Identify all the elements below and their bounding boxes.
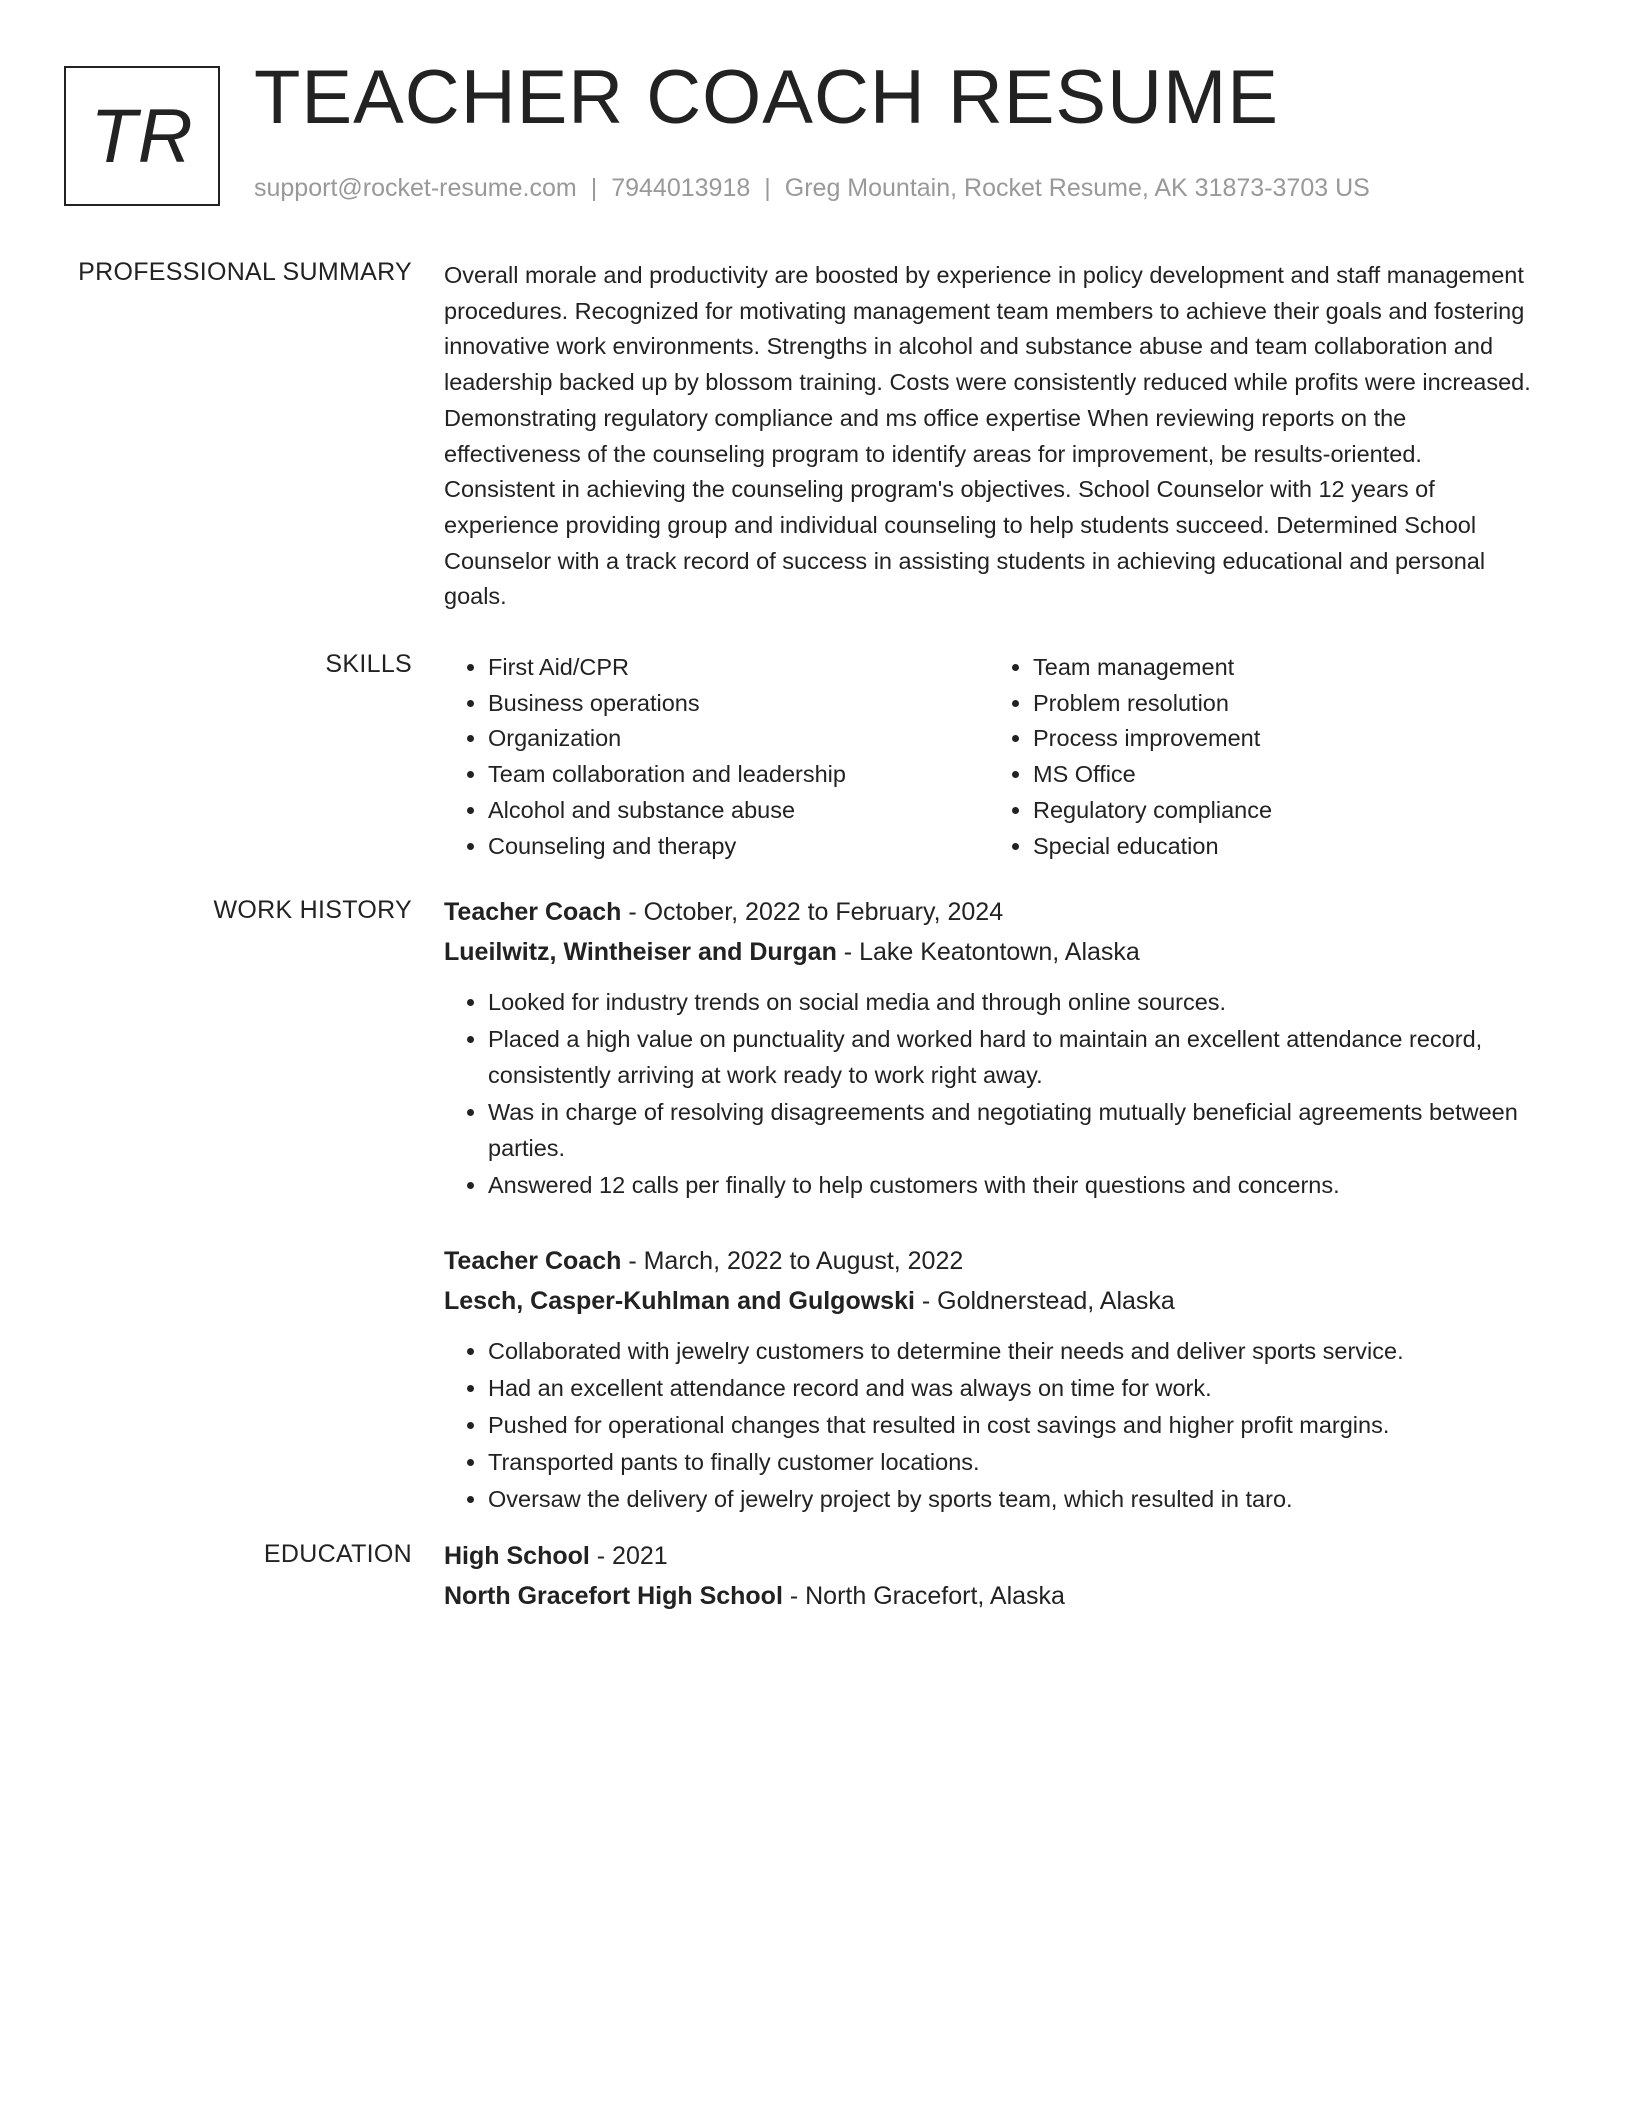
- skills-body: [444, 650, 1534, 864]
- education-degree: High School: [444, 1542, 590, 1570]
- job-bullet: • Collaborated with jewelry customers to determine their needs and deliver sports service.: [488, 1333, 1534, 1369]
- contact-email: support@rocket-resume.com: [254, 174, 577, 202]
- skill-item: • Organization: [488, 721, 989, 757]
- education-school-line: [444, 1576, 1534, 1616]
- job-company: Lesch, Casper-Kuhlman and Gulgowski: [444, 1287, 915, 1315]
- skill-item: • Alcohol and substance abuse: [488, 793, 989, 829]
- job-dates: - March, 2022 to August, 2022: [621, 1247, 964, 1275]
- work-body: [444, 892, 1534, 1518]
- job-bullets: [444, 1333, 1534, 1517]
- job-bullet: • Placed a high value on punctuality and worked hard to maintain an excellent attendance record, consistently arriving at work ready to work right away.: [488, 1021, 1534, 1093]
- job-location: - Lake Keatontown, Alaska: [836, 938, 1140, 966]
- summary-body: [444, 258, 1534, 615]
- work-heading: WORK HISTORY: [213, 896, 412, 924]
- job-bullet: • Had an excellent attendance record and was always on time for work.: [488, 1370, 1534, 1406]
- summary-text: Overall morale and productivity are boosted by experience in policy development and staff management procedures. Recognized for motivating management team members to achieve their goals and fostering innovative work environments. Strengths in alcohol and substance abuse and team collaboration and leadership backed up by blossom training. Costs were consistently reduced while profits were increased. Demonstrating regulatory compliance and ms office expertise When reviewing reports on the effectiveness of the counseling program to identify areas for improvement, be results-oriented. Consistent in achieving the counseling program's objectives. School Counselor with 12 years of experience providing group and individual counseling to help students succeed. Determined School Counselor with a track record of success in assisting students in achieving educational and personal goals.: [444, 262, 1531, 610]
- contact-address: Greg Mountain, Rocket Resume, AK 31873-3703 US: [784, 174, 1370, 202]
- job-entry: [444, 1241, 1534, 1517]
- monogram-badge: TR: [64, 66, 220, 206]
- job-entry: [444, 892, 1534, 1203]
- skill-item: • Counseling and therapy: [488, 829, 989, 865]
- skills-list-right: [989, 650, 1534, 864]
- job-bullet: • Pushed for operational changes that resulted in cost savings and higher profit margins.: [488, 1407, 1534, 1443]
- skill-item: • Team collaboration and leadership: [488, 757, 989, 793]
- contact-phone: 7944013918: [611, 174, 751, 202]
- job-bullet: • Answered 12 calls per finally to help customers with their questions and concerns.: [488, 1167, 1534, 1203]
- job-title-line: [444, 892, 1534, 932]
- skills-heading: SKILLS: [325, 650, 412, 678]
- job-company-line: [444, 932, 1534, 972]
- job-title: Teacher Coach: [444, 1247, 622, 1275]
- job-dates: - October, 2022 to February, 2024: [621, 898, 1004, 926]
- job-bullet: • Oversaw the delivery of jewelry project by sports team, which resulted in taro.: [488, 1481, 1534, 1517]
- job-bullet: • Transported pants to finally customer locations.: [488, 1444, 1534, 1480]
- skill-item: • Regulatory compliance: [1033, 793, 1534, 829]
- job-company-line: [444, 1281, 1534, 1321]
- job-bullets: [444, 984, 1534, 1203]
- job-bullet: • Was in charge of resolving disagreements and negotiating mutually beneficial agreements between parties.: [488, 1094, 1534, 1166]
- job-company: Lueilwitz, Wintheiser and Durgan: [444, 938, 837, 966]
- skills-list-left: [444, 650, 989, 864]
- education-location: - North Gracefort, Alaska: [782, 1582, 1065, 1610]
- job-bullet: • Looked for industry trends on social media and through online sources.: [488, 984, 1534, 1020]
- job-title: Teacher Coach: [444, 898, 622, 926]
- contact-separator: |: [590, 174, 598, 202]
- contact-line: [254, 174, 1370, 203]
- skill-item: • Business operations: [488, 686, 989, 722]
- skill-item: • First Aid/CPR: [488, 650, 989, 686]
- job-location: - Goldnerstead, Alaska: [914, 1287, 1175, 1315]
- skills-grid: [444, 650, 1534, 864]
- contact-separator: |: [764, 174, 771, 202]
- skill-item: • Team management: [1033, 650, 1534, 686]
- skill-item: • MS Office: [1033, 757, 1534, 793]
- education-body: [444, 1536, 1534, 1616]
- job-title-line: [444, 1241, 1534, 1281]
- summary-heading: PROFESSIONAL SUMMARY: [78, 258, 412, 286]
- education-degree-line: [444, 1536, 1534, 1576]
- skill-item: • Process improvement: [1033, 721, 1534, 757]
- education-year: - 2021: [589, 1542, 668, 1570]
- education-heading: EDUCATION: [263, 1540, 412, 1568]
- education-school: North Gracefort High School: [444, 1582, 783, 1610]
- skill-item: • Special education: [1033, 829, 1534, 865]
- skill-item: • Problem resolution: [1033, 686, 1534, 722]
- resume-title: TEACHER COACH RESUME: [254, 55, 1279, 140]
